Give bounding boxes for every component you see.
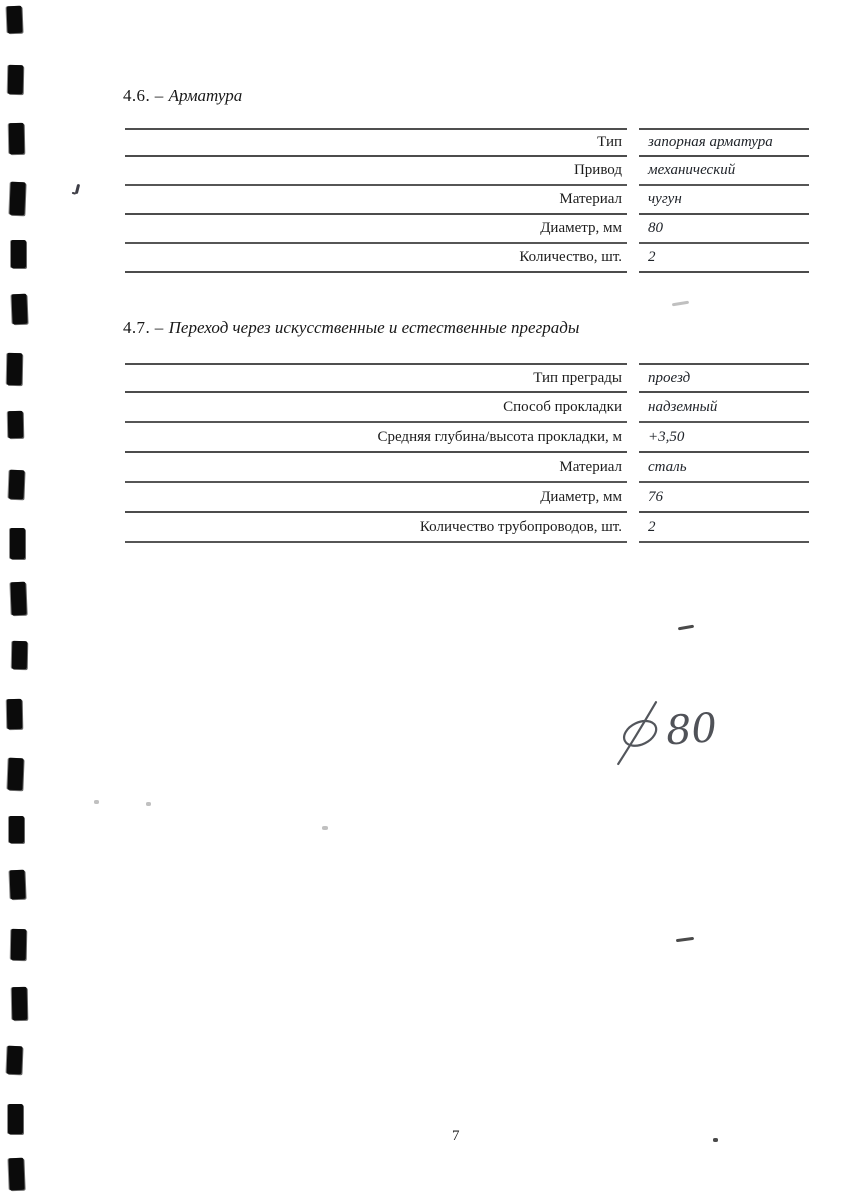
table-armatura	[125, 128, 809, 273]
speck	[75, 184, 80, 194]
column-gap	[627, 453, 639, 483]
table-row	[125, 423, 809, 453]
row-value: сталь	[639, 453, 809, 483]
column-gap	[627, 157, 639, 186]
handwritten-diameter-annotation	[601, 683, 747, 778]
binding-hole-mark	[8, 470, 24, 500]
section-heading-4-7	[123, 318, 579, 338]
row-label: Тип преграды	[125, 363, 627, 393]
speck	[713, 1138, 718, 1142]
table-row	[125, 128, 809, 157]
binding-hole-mark	[8, 64, 24, 93]
table-row	[125, 483, 809, 513]
binding-hole-mark	[9, 870, 25, 900]
binding-hole-mark	[7, 352, 23, 384]
binding-hole-mark	[10, 528, 25, 559]
row-value: механический	[639, 157, 809, 186]
handwritten-digits: 80	[664, 705, 719, 755]
table-row	[125, 157, 809, 186]
table-perekhod	[125, 363, 809, 543]
row-label: Диаметр, мм	[125, 215, 627, 244]
speck	[94, 800, 99, 804]
row-label: Количество трубопроводов, шт.	[125, 513, 627, 543]
column-gap	[627, 363, 639, 393]
column-gap	[627, 393, 639, 423]
row-value: 80	[639, 215, 809, 244]
speck	[146, 802, 151, 806]
binding-hole-mark	[8, 1158, 24, 1191]
table-row	[125, 215, 809, 244]
row-value: чугун	[639, 186, 809, 215]
column-gap	[627, 128, 639, 157]
column-gap	[627, 215, 639, 244]
row-label: Материал	[125, 453, 627, 483]
section-title: Переход через искусственные и естественные преграды	[168, 318, 580, 337]
section-number: 4.6. –	[123, 86, 164, 105]
page-number: 7	[452, 1128, 460, 1144]
row-value: проезд	[639, 363, 809, 393]
diameter-symbol	[614, 702, 662, 764]
column-gap	[627, 186, 639, 215]
speck	[672, 301, 689, 307]
row-value: 2	[639, 244, 809, 273]
section-number: 4.7. –	[123, 318, 164, 337]
binding-hole-mark	[12, 987, 28, 1020]
section-title: Арматура	[168, 86, 243, 105]
speck	[676, 937, 694, 942]
table-row	[125, 513, 809, 543]
binding-hole-mark	[12, 640, 28, 668]
row-label: Привод	[125, 157, 627, 186]
binding-hole-mark	[10, 582, 26, 616]
row-label: Способ прокладки	[125, 393, 627, 423]
row-value: 76	[639, 483, 809, 513]
binding-hole-mark	[11, 240, 26, 268]
row-value: +3,50	[639, 423, 809, 453]
table-row	[125, 186, 809, 215]
column-gap	[627, 483, 639, 513]
column-gap	[627, 423, 639, 453]
binding-hole-mark	[11, 294, 27, 325]
table-row	[125, 244, 809, 273]
speck	[322, 826, 328, 830]
binding-hole-mark	[11, 928, 27, 959]
binding-hole-mark	[9, 123, 25, 154]
binding-hole-mark	[9, 816, 24, 843]
row-value: 2	[639, 513, 809, 543]
column-gap	[627, 244, 639, 273]
row-label: Количество, шт.	[125, 244, 627, 273]
table-row	[125, 363, 809, 393]
binding-hole-mark	[7, 758, 23, 791]
speck	[678, 625, 694, 631]
binding-hole-mark	[8, 1104, 23, 1134]
row-label: Средняя глубина/высота прокладки, м	[125, 423, 627, 453]
section-heading-4-6	[123, 86, 242, 106]
row-value: надземный	[639, 393, 809, 423]
table-row	[125, 453, 809, 483]
row-label: Диаметр, мм	[125, 483, 627, 513]
binding-hole-mark	[9, 182, 25, 216]
binding-hole-mark	[8, 411, 24, 438]
binding-hole-mark	[7, 699, 23, 729]
column-gap	[627, 513, 639, 543]
binding-hole-mark	[6, 6, 22, 34]
table-row	[125, 393, 809, 423]
row-label: Тип	[125, 128, 627, 157]
row-value: запорная арматура	[639, 128, 809, 157]
row-label: Материал	[125, 186, 627, 215]
binding-hole-mark	[6, 1046, 22, 1075]
